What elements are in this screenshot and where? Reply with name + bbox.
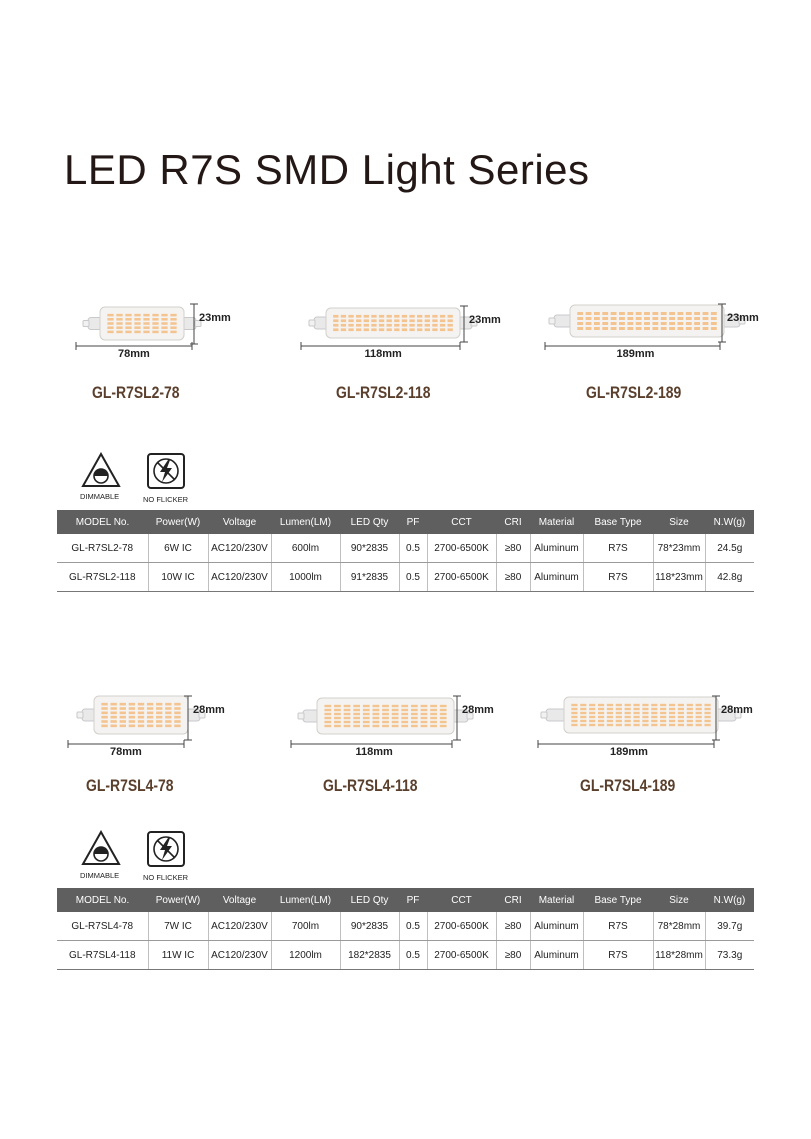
table-cell: Aluminum (530, 912, 583, 941)
table-row (57, 941, 754, 970)
column-header: Power(W) (148, 888, 208, 912)
spec-table (57, 510, 754, 592)
table-cell: 0.5 (399, 941, 427, 970)
table-cell: AC120/230V (208, 534, 271, 563)
dimmable-label: DIMMABLE (80, 871, 120, 880)
no-flicker-icon (146, 831, 186, 867)
column-header: Voltage (208, 510, 271, 534)
column-header: N.W(g) (705, 510, 754, 534)
lamp-illustration (70, 300, 254, 366)
no-flicker-icon (146, 453, 186, 489)
lamp-product (70, 300, 254, 366)
column-header: Voltage (208, 888, 271, 912)
model-label: GL-R7SL2-118 (336, 383, 431, 402)
table-cell: R7S (583, 912, 653, 941)
no-flicker-label: NO FLICKER (143, 873, 189, 882)
table-cell: 73.3g (705, 941, 754, 970)
length-dimension: 78mm (110, 746, 142, 758)
table-cell: 10W IC (148, 563, 208, 592)
model-label: GL-R7SL4-118 (323, 776, 418, 795)
table-cell: 700lm (271, 912, 340, 941)
table-cell: 118*28mm (653, 941, 705, 970)
length-dimension: 118mm (355, 746, 393, 758)
table-cell: Aluminum (530, 941, 583, 970)
table-cell: R7S (583, 941, 653, 970)
table-row (57, 534, 754, 563)
lamp-product (534, 690, 776, 764)
column-header: CCT (427, 510, 496, 534)
table-cell: Aluminum (530, 563, 583, 592)
length-dimension: 78mm (118, 348, 150, 360)
table-cell: ≥80 (496, 941, 530, 970)
column-header: CRI (496, 510, 530, 534)
table-cell: ≥80 (496, 534, 530, 563)
column-header: PF (399, 510, 427, 534)
length-dimension: 118mm (364, 348, 402, 360)
table-cell: 78*23mm (653, 534, 705, 563)
height-dimension: 23mm (469, 314, 501, 326)
table-cell: 91*2835 (340, 563, 399, 592)
no-flicker-label: NO FLICKER (143, 495, 189, 504)
length-dimension: 189mm (610, 746, 648, 758)
lamp-product (287, 690, 517, 764)
column-header: N.W(g) (705, 888, 754, 912)
table-cell: GL-R7SL4-78 (57, 912, 148, 941)
table-cell: 2700-6500K (427, 563, 496, 592)
table-cell: R7S (583, 563, 653, 592)
table-cell: 600lm (271, 534, 340, 563)
table-cell: 11W IC (148, 941, 208, 970)
height-dimension: 23mm (199, 312, 231, 324)
table-cell: GL-R7SL4-118 (57, 941, 148, 970)
table-cell: GL-R7SL2-78 (57, 534, 148, 563)
table-cell: GL-R7SL2-118 (57, 563, 148, 592)
column-header: Material (530, 888, 583, 912)
dimmable-label: DIMMABLE (80, 492, 120, 501)
height-dimension: 23mm (727, 312, 759, 324)
column-header: PF (399, 888, 427, 912)
table-cell: R7S (583, 534, 653, 563)
table-cell: 39.7g (705, 912, 754, 941)
model-label: GL-R7SL4-189 (580, 776, 676, 795)
lamp-product (540, 300, 782, 366)
model-label: GL-R7SL2-78 (92, 383, 180, 402)
table-cell: 42.8g (705, 563, 754, 592)
column-header: Lumen(LM) (271, 510, 340, 534)
table-cell: ≥80 (496, 563, 530, 592)
table-cell: 0.5 (399, 563, 427, 592)
table-row (57, 912, 754, 941)
table-cell: 2700-6500K (427, 534, 496, 563)
model-label: GL-R7SL4-78 (86, 776, 174, 795)
lamp-illustration (64, 690, 248, 764)
lamp-illustration (540, 300, 782, 366)
height-dimension: 28mm (462, 704, 494, 716)
length-dimension: 189mm (616, 348, 655, 360)
table-cell: AC120/230V (208, 912, 271, 941)
page-title: LED R7S SMD Light Series (64, 146, 590, 193)
table-cell: 182*2835 (340, 941, 399, 970)
lamp-illustration (534, 690, 776, 764)
column-header: CRI (496, 888, 530, 912)
height-dimension: 28mm (193, 704, 225, 716)
table-cell: AC120/230V (208, 941, 271, 970)
table-header-row (57, 510, 754, 534)
table-cell: ≥80 (496, 912, 530, 941)
table-cell: 90*2835 (340, 912, 399, 941)
column-header: LED Qty (340, 888, 399, 912)
column-header: Base Type (583, 888, 653, 912)
table-cell: 2700-6500K (427, 941, 496, 970)
column-header: MODEL No. (57, 510, 148, 534)
column-header: MODEL No. (57, 888, 148, 912)
table-cell: 1000lm (271, 563, 340, 592)
table-cell: 7W IC (148, 912, 208, 941)
column-header: CCT (427, 888, 496, 912)
column-header: Material (530, 510, 583, 534)
column-header: Size (653, 888, 705, 912)
table-cell: 24.5g (705, 534, 754, 563)
table-cell: AC120/230V (208, 563, 271, 592)
table-row (57, 563, 754, 592)
lamp-product (296, 300, 524, 366)
table-cell: 118*23mm (653, 563, 705, 592)
table-cell: 1200lm (271, 941, 340, 970)
table-cell: 6W IC (148, 534, 208, 563)
table-cell: 0.5 (399, 912, 427, 941)
table-cell: Aluminum (530, 534, 583, 563)
column-header: Base Type (583, 510, 653, 534)
lamp-illustration (296, 300, 524, 366)
dimmable-icon (81, 830, 121, 866)
table-header-row (57, 888, 754, 912)
model-label: GL-R7SL2-189 (586, 383, 682, 402)
column-header: Size (653, 510, 705, 534)
table-cell: 0.5 (399, 534, 427, 563)
column-header: Power(W) (148, 510, 208, 534)
lamp-product (64, 690, 248, 764)
table-cell: 78*28mm (653, 912, 705, 941)
dimmable-icon (81, 452, 121, 488)
column-header: Lumen(LM) (271, 888, 340, 912)
table-cell: 90*2835 (340, 534, 399, 563)
lamp-illustration (287, 690, 517, 764)
column-header: LED Qty (340, 510, 399, 534)
height-dimension: 28mm (721, 704, 753, 716)
table-cell: 2700-6500K (427, 912, 496, 941)
spec-table (57, 888, 754, 970)
